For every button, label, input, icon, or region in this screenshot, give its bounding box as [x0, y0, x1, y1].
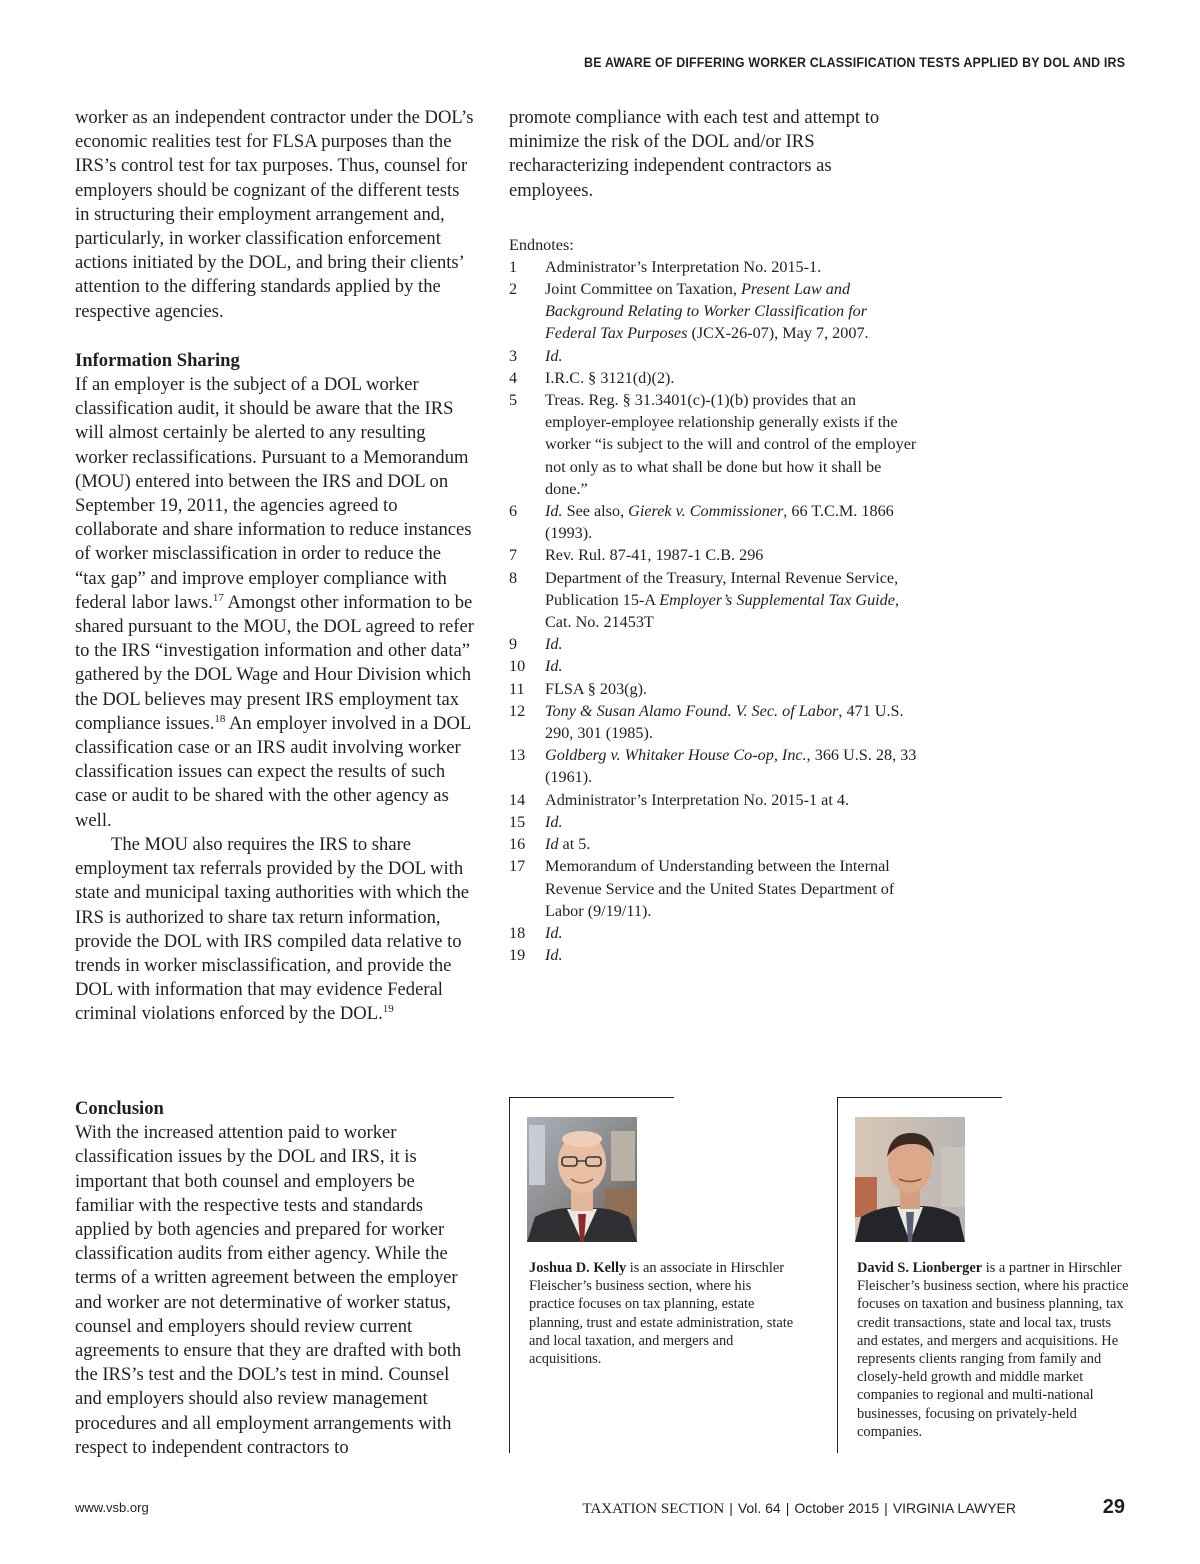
intro-paragraph: worker as an independent contractor under the DOL’s economic realities test for FLSA purposes than the IRS’s control test for tax purposes. Thus, counsel for employers should be cognizant of the different tests in structuring their employment arrangement and, particularly, in worker classification enforcement actions initiated by the DOL, and bring their clients’ attention to the differing standards applied by the respective agencies. — [75, 107, 474, 322]
endnote-text: Id. — [545, 946, 563, 965]
endnote-text: Rev. Rul. 87-41, 1987-1 C.B. 296 — [545, 546, 764, 565]
endnote-text: Id at 5. — [545, 835, 591, 854]
body-paragraph: With the increased attention paid to worker classification issues by the DOL and IRS, it is important that both counsel and employers be familiar with the respective tests and standards applied by both agencies and prepared for worker classification audits from either agency. While the terms of a written agreement between the employer and worker are not determinative of worker status, counsel and employers should review current agreements to ensure that they are drafted with both the IRS’s test and the DOL’s test in mind. Counsel and employers should also review management procedures and all employment arrangements with respect to independent contractors to — [75, 1122, 462, 1458]
footer-date: October 2015 — [794, 1500, 880, 1516]
endnote-text: Joint Committee on Taxation, Present Law and Background Relating to Worker Classification for Federal Tax Purposes (JCX-26-07), May 7, 2007. — [545, 280, 869, 343]
endnote-item — [509, 544, 919, 566]
endnote-item — [509, 345, 919, 367]
footer-url[interactable]: www.vsb.org — [75, 1500, 149, 1515]
author-name: David S. Lionberger — [857, 1260, 983, 1276]
endnote-number: 8 — [509, 568, 518, 587]
left-column — [75, 106, 475, 1027]
endnote-text: I.R.C. § 3121(d)(2). — [545, 368, 675, 387]
endnote-text: Administrator’s Interpretation No. 2015-1. — [545, 257, 822, 276]
endnote-number: 11 — [509, 679, 525, 698]
endnote-number: 1 — [509, 257, 518, 276]
endnote-number: 7 — [509, 546, 518, 565]
information-sharing-section — [75, 349, 475, 1027]
endnote-item — [509, 944, 919, 966]
endnote-item — [509, 567, 919, 634]
endnote-text: Department of the Treasury, Internal Revenue Service, Publication 15-A Employer’s Supplemental Tax Guide, Cat. No. 21453T — [545, 568, 900, 632]
body-paragraph: If an employer is the subject of a DOL worker classification audit, it should be aware that the IRS will almost certainly be alerted to any resulting worker reclassifications. Pursuant to a Memorandum (MOU) entered into between the IRS and DOL on September 19, 2011, the agencies agreed to collaborate and share information to reduce instances of worker misclassification in order to reduce the “tax gap” and improve employer compliance with federal labor laws.$^{17}$ Amongst other information to be shared pursuant to the MOU, the DOL agreed to refer to the IRS “investigation information and other data” gathered by the DOL Wage and Hour Division which the DOL believes may present IRS employment tax compliance issues.$^{18}$ An employer involved in a DOL classification case or an IRS audit involving worker classification issues can expect the results of such case or audit to be shared with the other agency as well. — [75, 374, 474, 831]
footer-publication-name: VIRGINIA LAWYER — [892, 1500, 1016, 1516]
endnote-number: 18 — [509, 923, 526, 942]
footnote-ref: 19 — [382, 1003, 394, 1016]
author-name: Joshua D. Kelly — [529, 1260, 627, 1276]
endnote-number: 5 — [509, 391, 518, 410]
endnote-text: Id. — [545, 923, 563, 942]
endnote-number: 12 — [509, 701, 526, 720]
conclusion-section — [75, 1097, 475, 1460]
endnote-item — [509, 633, 919, 655]
footer-publication: TAXATION SECTION | Vol. 64 | October 2015 | VIRGINIA LAWYER — [582, 1500, 1016, 1517]
section-heading: Conclusion — [75, 1098, 164, 1119]
endnote-text: Id. — [545, 346, 563, 365]
divider — [838, 1097, 1002, 1098]
endnote-number: 6 — [509, 502, 518, 521]
author-bio-text: Joshua D. Kelly is an associate in Hirschler Fleischer’s business section, where his practice focuses on tax planning, estate planning, trust and estate administration, state and local taxation, and mergers and acquisitions. — [529, 1260, 794, 1368]
endnote-item — [509, 811, 919, 833]
endnote-text: Tony & Susan Alamo Found. V. Sec. of Labor, 471 U.S. 290, 301 (1985). — [545, 701, 904, 743]
endnote-item — [509, 655, 919, 677]
endnote-text: Id. — [545, 657, 563, 676]
endnote-text: FLSA § 203(g). — [545, 679, 648, 698]
endnote-text: Treas. Reg. § 31.3401(c)-(1)(b) provides that an employer-employee relationship generally exists if the worker “is subject to the will and control of the employer not only as to what shall be done but how it shall be done.” — [545, 391, 917, 498]
endnote-item — [509, 678, 919, 700]
endnote-number: 19 — [509, 946, 526, 965]
author-photo — [855, 1117, 965, 1242]
footnote-ref: 18 — [214, 712, 226, 725]
endnote-number: 15 — [509, 812, 526, 831]
endnote-number: 10 — [509, 657, 526, 676]
section-heading: Information Sharing — [75, 349, 240, 371]
endnote-item — [509, 256, 919, 278]
endnote-text: Id. — [545, 635, 563, 654]
endnote-text: Memorandum of Understanding between the Internal Revenue Service and the United States Department of Labor (9/19/11). — [545, 857, 895, 920]
divider — [510, 1097, 674, 1098]
endnote-text: Id. See also, Gierek v. Commissioner, 66 T.C.M. 1866 (1993). — [545, 502, 894, 543]
endnote-item — [509, 700, 919, 744]
footer-volume: Vol. 64 — [737, 1500, 781, 1516]
author-bio-lionberger — [837, 1097, 1128, 1453]
endnotes-list — [509, 256, 919, 967]
endnote-number: 9 — [509, 635, 518, 654]
author-bio-text: David S. Lionberger is a partner in Hirschler Fleischer’s business section, where his practice focuses on taxation and business planning, tax credit transactions, state and local tax, trusts and estates, and mergers and acquisitions. He represents clients ranging from family and closely-held growth and middle market companies to regional and multi-national businesses, focusing on privately-held companies. — [857, 1260, 1129, 1440]
author-bio-kelly — [509, 1097, 840, 1453]
endnote-item — [509, 500, 919, 544]
endnote-item — [509, 744, 919, 788]
page-number: 29 — [1102, 1496, 1125, 1518]
author-photo — [527, 1117, 637, 1242]
endnote-item — [509, 389, 919, 500]
body-paragraph: The MOU also requires the IRS to share employment tax referrals provided by the DOL with state and municipal taxing authorities with which the IRS is authorized to share tax return information, provide the DOL with IRS compiled data relative to trends in worker misclassification, and provide the DOL with information that may evidence Federal criminal violations enforced by the DOL.$^{19}$ — [75, 833, 469, 1025]
endnote-number: 13 — [509, 746, 526, 765]
endnote-number: 2 — [509, 280, 518, 299]
endnote-item — [509, 855, 919, 922]
endnote-item — [509, 278, 919, 345]
endnote-text: Id. — [545, 812, 563, 831]
endnote-number: 4 — [509, 368, 518, 387]
body-paragraph: promote compliance with each test and attempt to minimize the risk of the DOL and/or IRS recharacterizing independent contractors as employees. — [509, 107, 880, 201]
endnote-number: 17 — [509, 857, 526, 876]
footer-section: TAXATION SECTION — [582, 1501, 725, 1517]
footnote-ref: 17 — [212, 591, 224, 604]
running-head: BE AWARE OF DIFFERING WORKER CLASSIFICATION TESTS APPLIED BY DOL AND IRS — [583, 55, 1125, 70]
endnote-number: 3 — [509, 346, 518, 365]
endnote-text: Administrator’s Interpretation No. 2015-1 at 4. — [545, 790, 850, 809]
endnotes-heading: Endnotes: — [509, 235, 574, 254]
endnote-item — [509, 367, 919, 389]
endnote-item — [509, 833, 919, 855]
endnote-number: 16 — [509, 835, 526, 854]
right-column — [509, 106, 919, 966]
endnote-item — [509, 922, 919, 944]
endnote-item — [509, 789, 919, 811]
endnote-number: 14 — [509, 790, 526, 809]
endnote-text: Goldberg v. Whitaker House Co-op, Inc., 366 U.S. 28, 33 (1961). — [545, 746, 917, 787]
